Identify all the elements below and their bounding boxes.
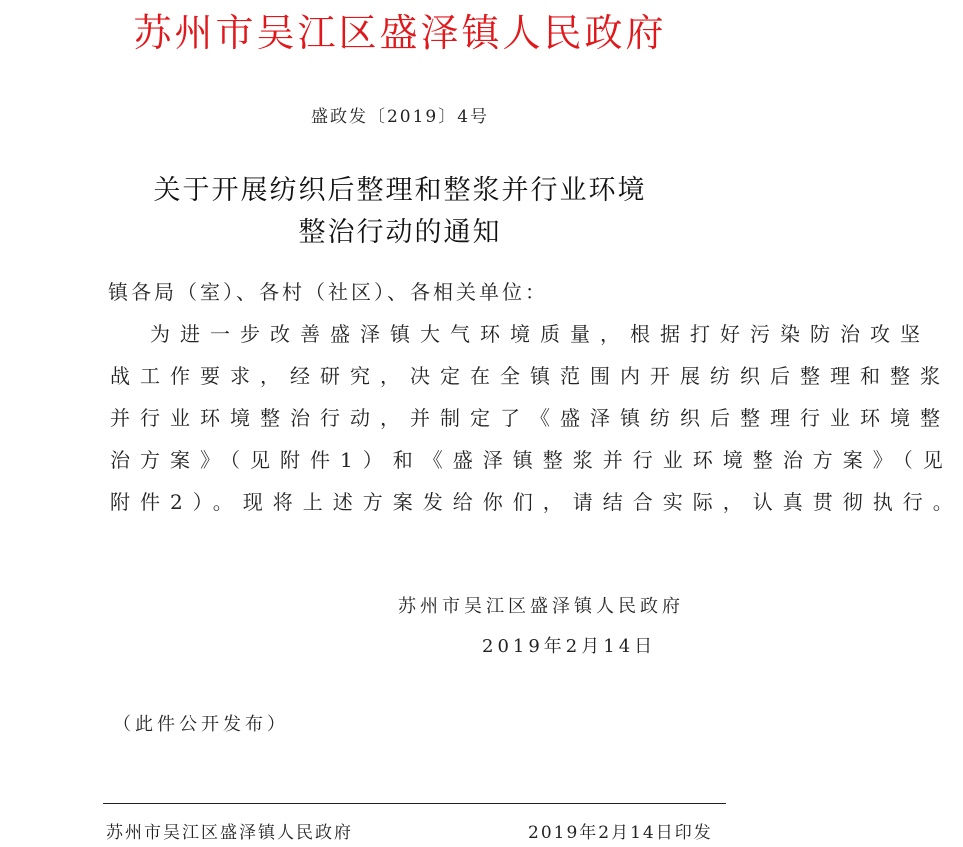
body-line: 为进一步改善盛泽镇大气环境质量，根据打好污染防治攻坚 <box>150 322 930 346</box>
title-line-1: 关于开展纺织后整理和整浆并行业环境 <box>153 175 647 206</box>
body-line: 并行业环境整治行动，并制定了《盛泽镇纺织后整理行业环境整 <box>110 406 950 430</box>
publication-note: （此件公开发布） <box>113 714 289 735</box>
footer-print-date: 2019年2月14日印发 <box>528 823 713 843</box>
body-line: 治方案》（见附件1）和《盛泽镇整浆并行业环境整治方案》（见 <box>110 448 953 472</box>
footer-org: 苏州市吴江区盛泽镇人民政府 <box>106 823 353 843</box>
footer-divider <box>103 803 726 804</box>
signature-date: 2019年2月14日 <box>482 636 657 657</box>
title-line-2: 整治行动的通知 <box>298 217 502 248</box>
body-line: 附件2）。现将上述方案发给你们，请结合实际，认真贯彻执行。 <box>110 490 963 514</box>
issuer-header: 苏州市吴江区盛泽镇人民政府 <box>133 11 667 55</box>
document-number: 盛政发〔2019〕4号 <box>310 107 490 127</box>
signature-org: 苏州市吴江区盛泽镇人民政府 <box>398 596 684 617</box>
addressee: 镇各局（室）、各村（社区）、各相关单位： <box>108 280 548 304</box>
body-line: 战工作要求，经研究，决定在全镇范围内开展纺织后整理和整浆 <box>110 364 950 388</box>
